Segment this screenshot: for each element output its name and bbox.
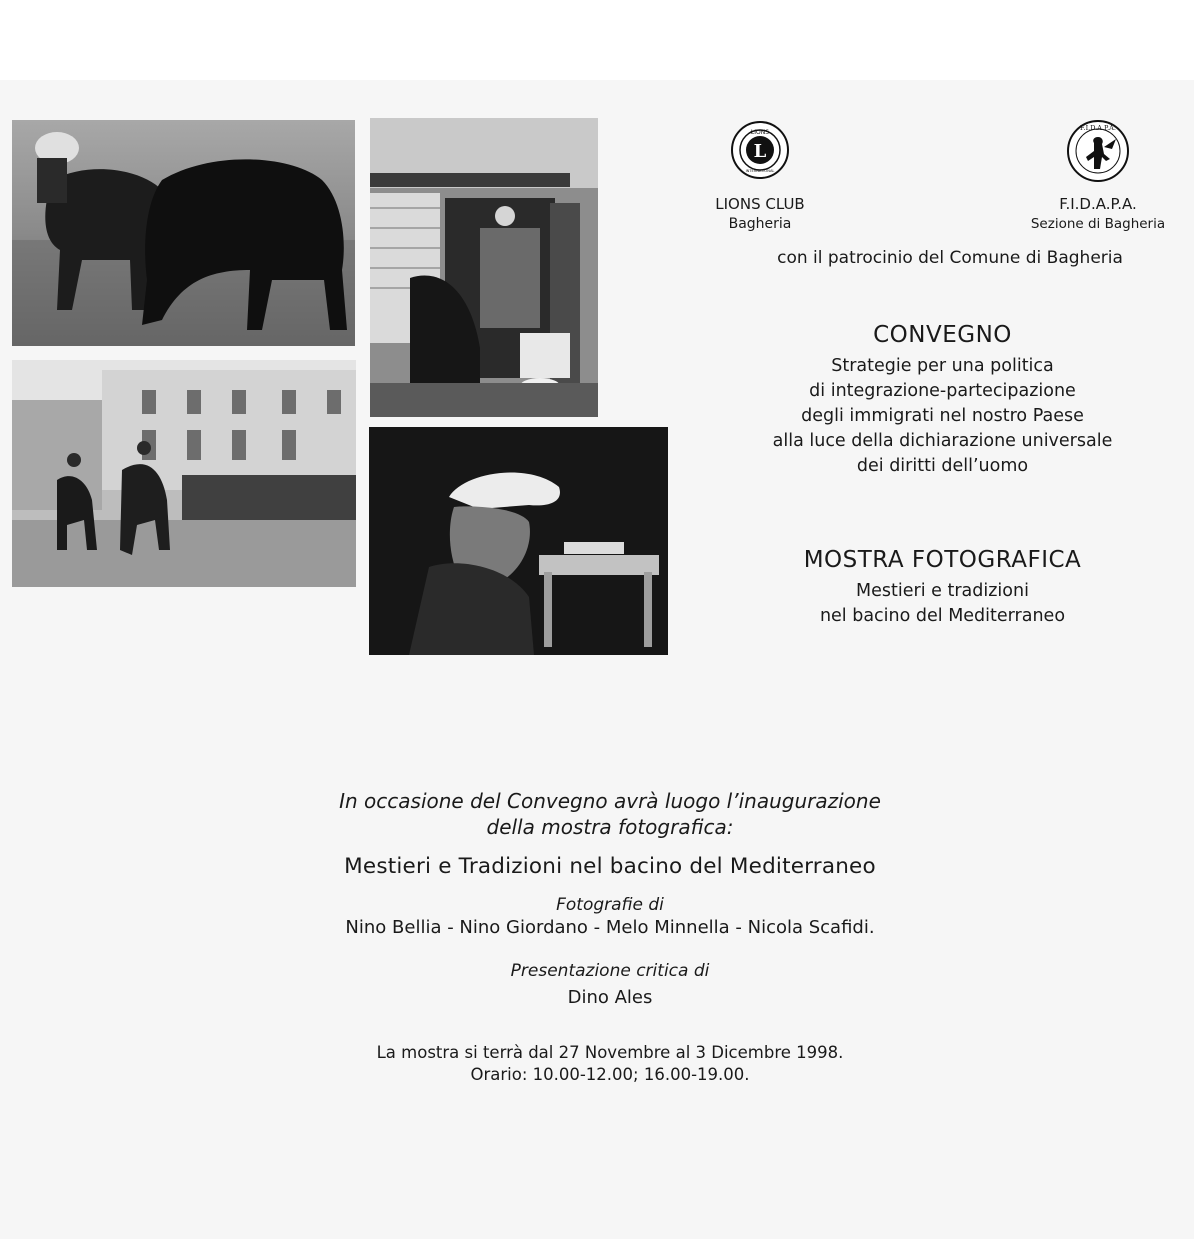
convegno-line: di integrazione-partecipazione [809,381,1076,401]
announcement-block [260,788,960,1086]
fidapa-section: Sezione di Bagheria [1030,216,1166,232]
convegno-line: alla luce della dichiarazione universale [772,431,1113,451]
lions-club-name: LIONS CLUB [715,195,805,213]
mostra-line: nel bacino del Mediterraneo [819,606,1066,626]
lions-emblem-letter: L [753,141,767,162]
fidapa-name: F.I.D.A.P.A. [1059,195,1137,213]
presenter: Dino Ales [567,987,653,1008]
photographers: Nino Bellia - Nino Giordano - Melo Minnella - Nicola Scafidi. [345,917,875,938]
lions-club-label [690,194,830,234]
exhibit-dates: La mostra si terrà dal 27 Novembre al 3 Dicembre 1998. [376,1043,844,1062]
fidapa-emblem-icon [1066,119,1130,183]
intro-line: della mostra fotografica: [486,815,734,839]
intro-line: In occasione del Convegno avrà luogo l’inaugurazione [339,789,881,813]
exhibit-hours: Orario: 10.00-12.00; 16.00-19.00. [470,1065,750,1084]
convegno-line: dei diritti dell’uomo [856,456,1029,476]
lions-emblem-icon [730,120,790,180]
photos-by-label: Fotografie di [556,895,664,915]
mostra-line: Mestieri e tradizioni [856,581,1029,601]
lions-emblem-arc-text: LIONS [750,129,770,136]
fidapa-emblem [1066,119,1130,183]
street-shoe-shiner-photo [370,118,598,417]
mostra-block [735,547,1150,629]
man-with-white-cap-photo [369,427,668,655]
convegno-title: CONVEGNO [873,322,1012,348]
lions-club-emblem [730,120,790,180]
lions-club-city: Bagheria [728,216,792,232]
convegno-block [735,322,1150,479]
mostra-title: MOSTRA FOTOGRAFICA [803,547,1082,573]
horse-race-street-photo [12,360,356,587]
convegno-line: Strategie per una politica [831,356,1054,376]
patrocinio-text: con il patrocinio del Comune di Bagheria [777,248,1123,268]
exhibit-title: Mestieri e Tradizioni nel bacino del Mediterraneo [344,854,876,879]
lions-emblem-bottom-text: INTERNATIONAL [745,169,775,173]
fidapa-emblem-text: F.I.D.A.P.A. [1080,124,1116,132]
presentation-label: Presentazione critica di [510,961,710,981]
convegno-line: degli immigrati nel nostro Paese [801,406,1084,426]
fidapa-label [1020,194,1176,234]
horses-grazing-photo [12,120,355,346]
